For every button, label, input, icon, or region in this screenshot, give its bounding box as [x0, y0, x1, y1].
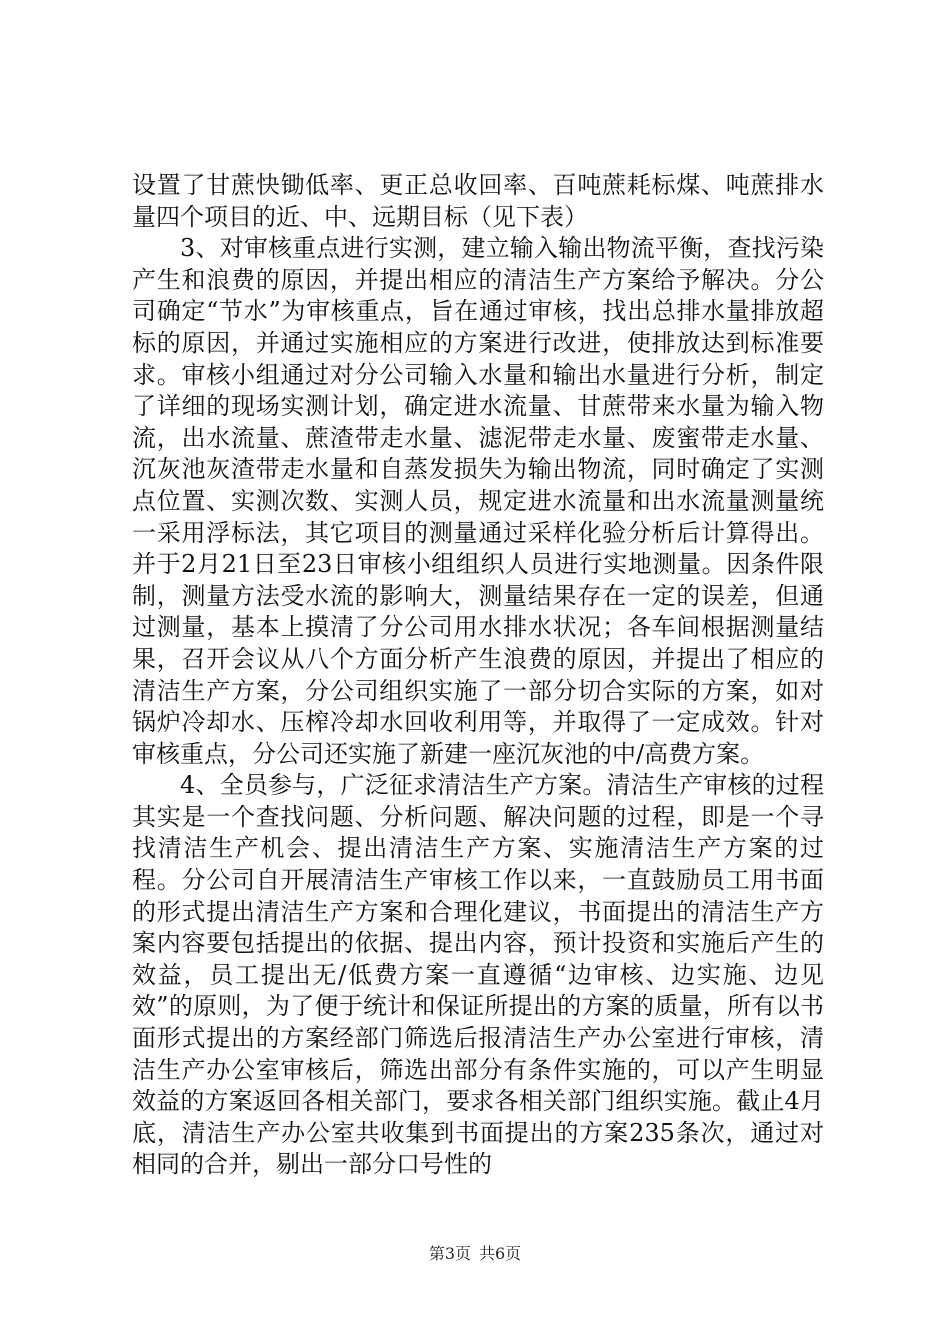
paragraph-item-4: 4、全员参与，广泛征求清洁生产方案。清洁生产审核的过程其实是一个查找问题、分析问题、解决问题的过程，即是一个寻找清洁生产机会、提出清洁生产方案、实施清洁生产方案的过程。分公司自开展清洁生产审核工作以来，一直鼓励员工用书面的形式提出清洁生产方案和合理化建议，书面提出的清洁生产方案内容要包括提出的依据、提出内容，预计投资和实施后产生的效益，员工提出无/低费方案一直遵循“边审核、边实施、边见效”的原则，为了便于统计和保证所提出的方案的质量，所有以书面形式提出的方案经部门筛选后报清洁生产办公室进行审核，清洁生产办公室审核后，筛选出部分有条件实施的，可以产生明显效益的方案返回各相关部门，要求各相关部门组织实施。截止4月底，清洁生产办公室共收集到书面提出的方案235条次，通过对相同的合并，剔出一部分口号性的	[132, 771, 824, 1179]
paragraph-intro: 设置了甘蔗快锄低率、更正总收回率、百吨蔗耗标煤、吨蔗排水量四个项目的近、中、远期目标（见下表）	[132, 171, 824, 231]
page-footer	[0, 1244, 950, 1264]
page-number: 第3页	[428, 1244, 471, 1263]
document-body	[132, 170, 824, 1181]
page-total: 共6页	[479, 1244, 522, 1263]
paragraph-item-3: 3、对审核重点进行实测，建立输入输出物流平衡，查找污染产生和浪费的原因，并提出相应的清洁生产方案给予解决。分公司确定“节水”为审核重点，旨在通过审核，找出总排水量排放超标的原因，并通过实施相应的方案进行改进，使排放达到标准要求。审核小组通过对分公司输入水量和输出水量进行分析，制定了详细的现场实测计划，确定进水流量、甘蔗带来水量为输入物流，出水流量、蔗渣带走水量、滤泥带走水量、废蜜带走水量、沉灰池灰渣带走水量和自蒸发损失为输出物流，同时确定了实测点位置、实测次数、实测人员，规定进水流量和出水流量测量统一采用浮标法，其它项目的测量通过采样化验分析后计算得出。并于2月21日至23日审核小组组织人员进行实地测量。因条件限制，测量方法受水流的影响大，测量结果存在一定的误差，但通过测量，基本上摸清了分公司用水排水状况；各车间根据测量结果，召开会议从八个方面分析产生浪费的原因，并提出了相应的清洁生产方案，分公司组织实施了一部分切合实际的方案，如对锅炉冷却水、压榨冷却水回收利用等，并取得了一定成效。针对审核重点，分公司还实施了新建一座沉灰池的中/高费方案。	[132, 234, 824, 768]
